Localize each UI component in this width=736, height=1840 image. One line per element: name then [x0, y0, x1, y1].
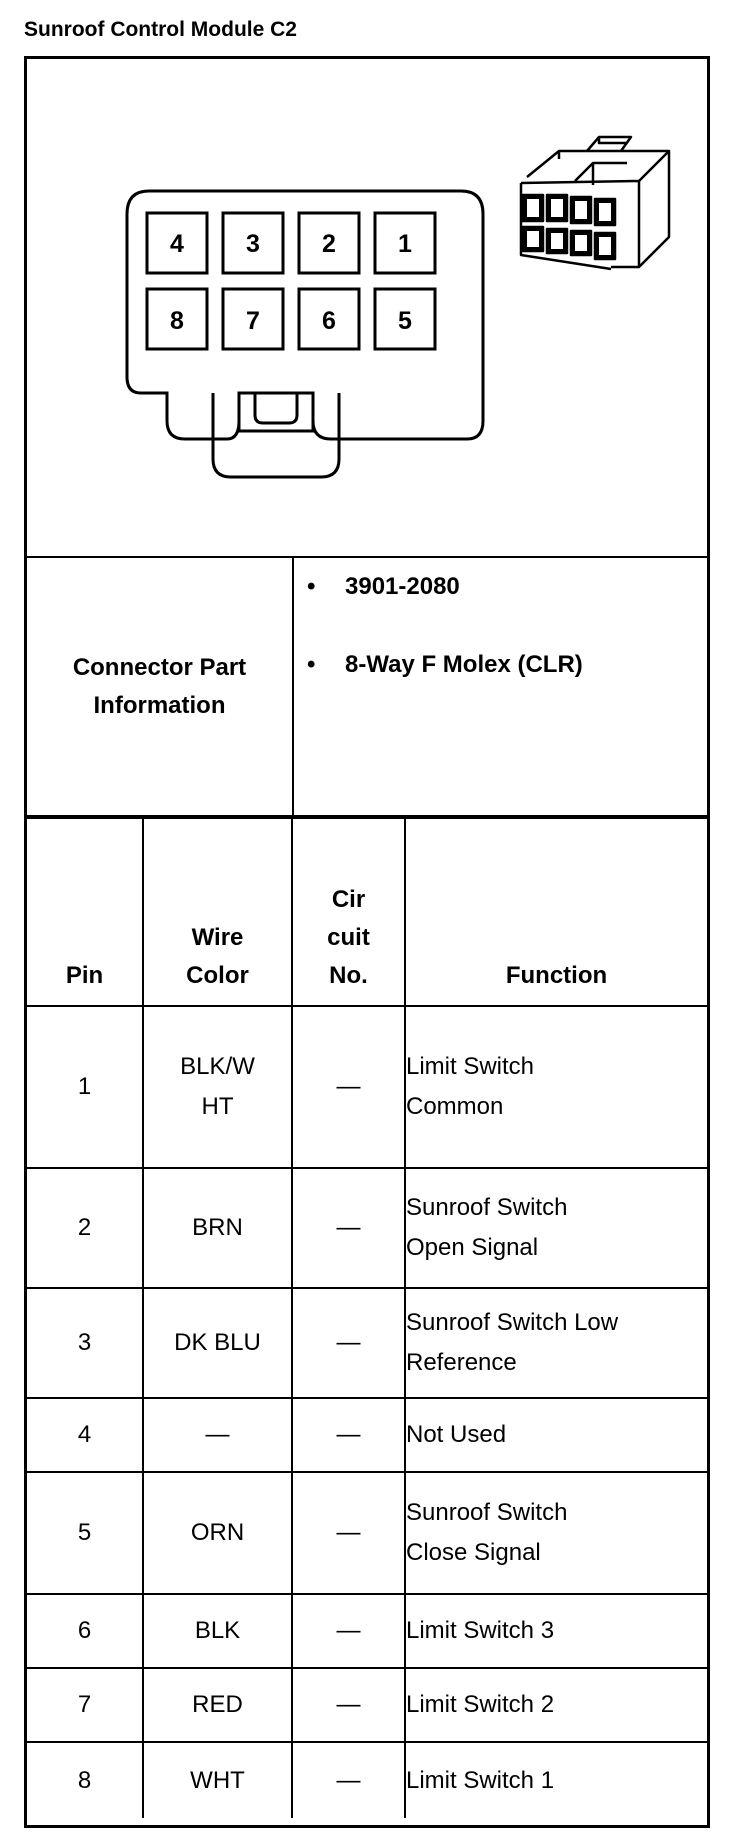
- pin-cavity-6: [299, 289, 359, 349]
- part-type-item: • 8-Way F Molex (CLR): [307, 651, 583, 678]
- connector-diagram: [27, 59, 707, 558]
- svg-text:7: 7: [246, 307, 260, 335]
- svg-text:5: 5: [398, 307, 412, 335]
- connector-sheet: [24, 56, 710, 1828]
- table-row: 5 ORN — Sunroof Switch Close Signal: [27, 1472, 707, 1594]
- table-row: 2 BRN — Sunroof Switch Open Signal: [27, 1168, 707, 1288]
- pin-cavity-1: [375, 213, 435, 273]
- pin-cavity-3: [223, 213, 283, 273]
- svg-text:1: 1: [398, 230, 412, 258]
- pin-cavity-5: [375, 289, 435, 349]
- svg-text:8: 8: [170, 307, 184, 335]
- part-info-list: [307, 568, 583, 724]
- table-row: 8 WHT — Limit Switch 1: [27, 1742, 707, 1818]
- pin-cavity-4: [147, 213, 207, 273]
- header-function: Function: [405, 818, 707, 1006]
- connector-3d-icon: [521, 137, 669, 269]
- table-row: 4 — — Not Used: [27, 1398, 707, 1472]
- svg-text:3: 3: [246, 230, 260, 258]
- svg-text:6: 6: [322, 307, 336, 335]
- svg-text:2: 2: [322, 230, 336, 258]
- part-info-label: Connector Part Information: [72, 653, 247, 719]
- svg-text:4: 4: [170, 230, 184, 258]
- table-row: 6 BLK — Limit Switch 3: [27, 1594, 707, 1668]
- pin-cavity-8: [147, 289, 207, 349]
- header-wire-color: Wire Color: [143, 818, 292, 1006]
- table-header-row: [27, 818, 707, 1006]
- table-row: 1 BLK/W HT — Limit Switch Common: [27, 1006, 707, 1168]
- page-title: Sunroof Control Module C2: [24, 18, 297, 41]
- header-circuit: Cir cuit No.: [292, 818, 405, 1006]
- table-row: 3 DK BLU — Sunroof Switch Low Reference: [27, 1288, 707, 1398]
- part-number-item: • 3901-2080: [307, 573, 460, 600]
- pin-cavity-2: [299, 213, 359, 273]
- table-row: 7 RED — Limit Switch 2: [27, 1668, 707, 1742]
- header-pin: Pin: [27, 818, 143, 1006]
- connector-part-info: [27, 558, 707, 817]
- pin-cavity-7: [223, 289, 283, 349]
- connector-face-drawing: [27, 59, 707, 556]
- pin-table: [27, 817, 707, 1818]
